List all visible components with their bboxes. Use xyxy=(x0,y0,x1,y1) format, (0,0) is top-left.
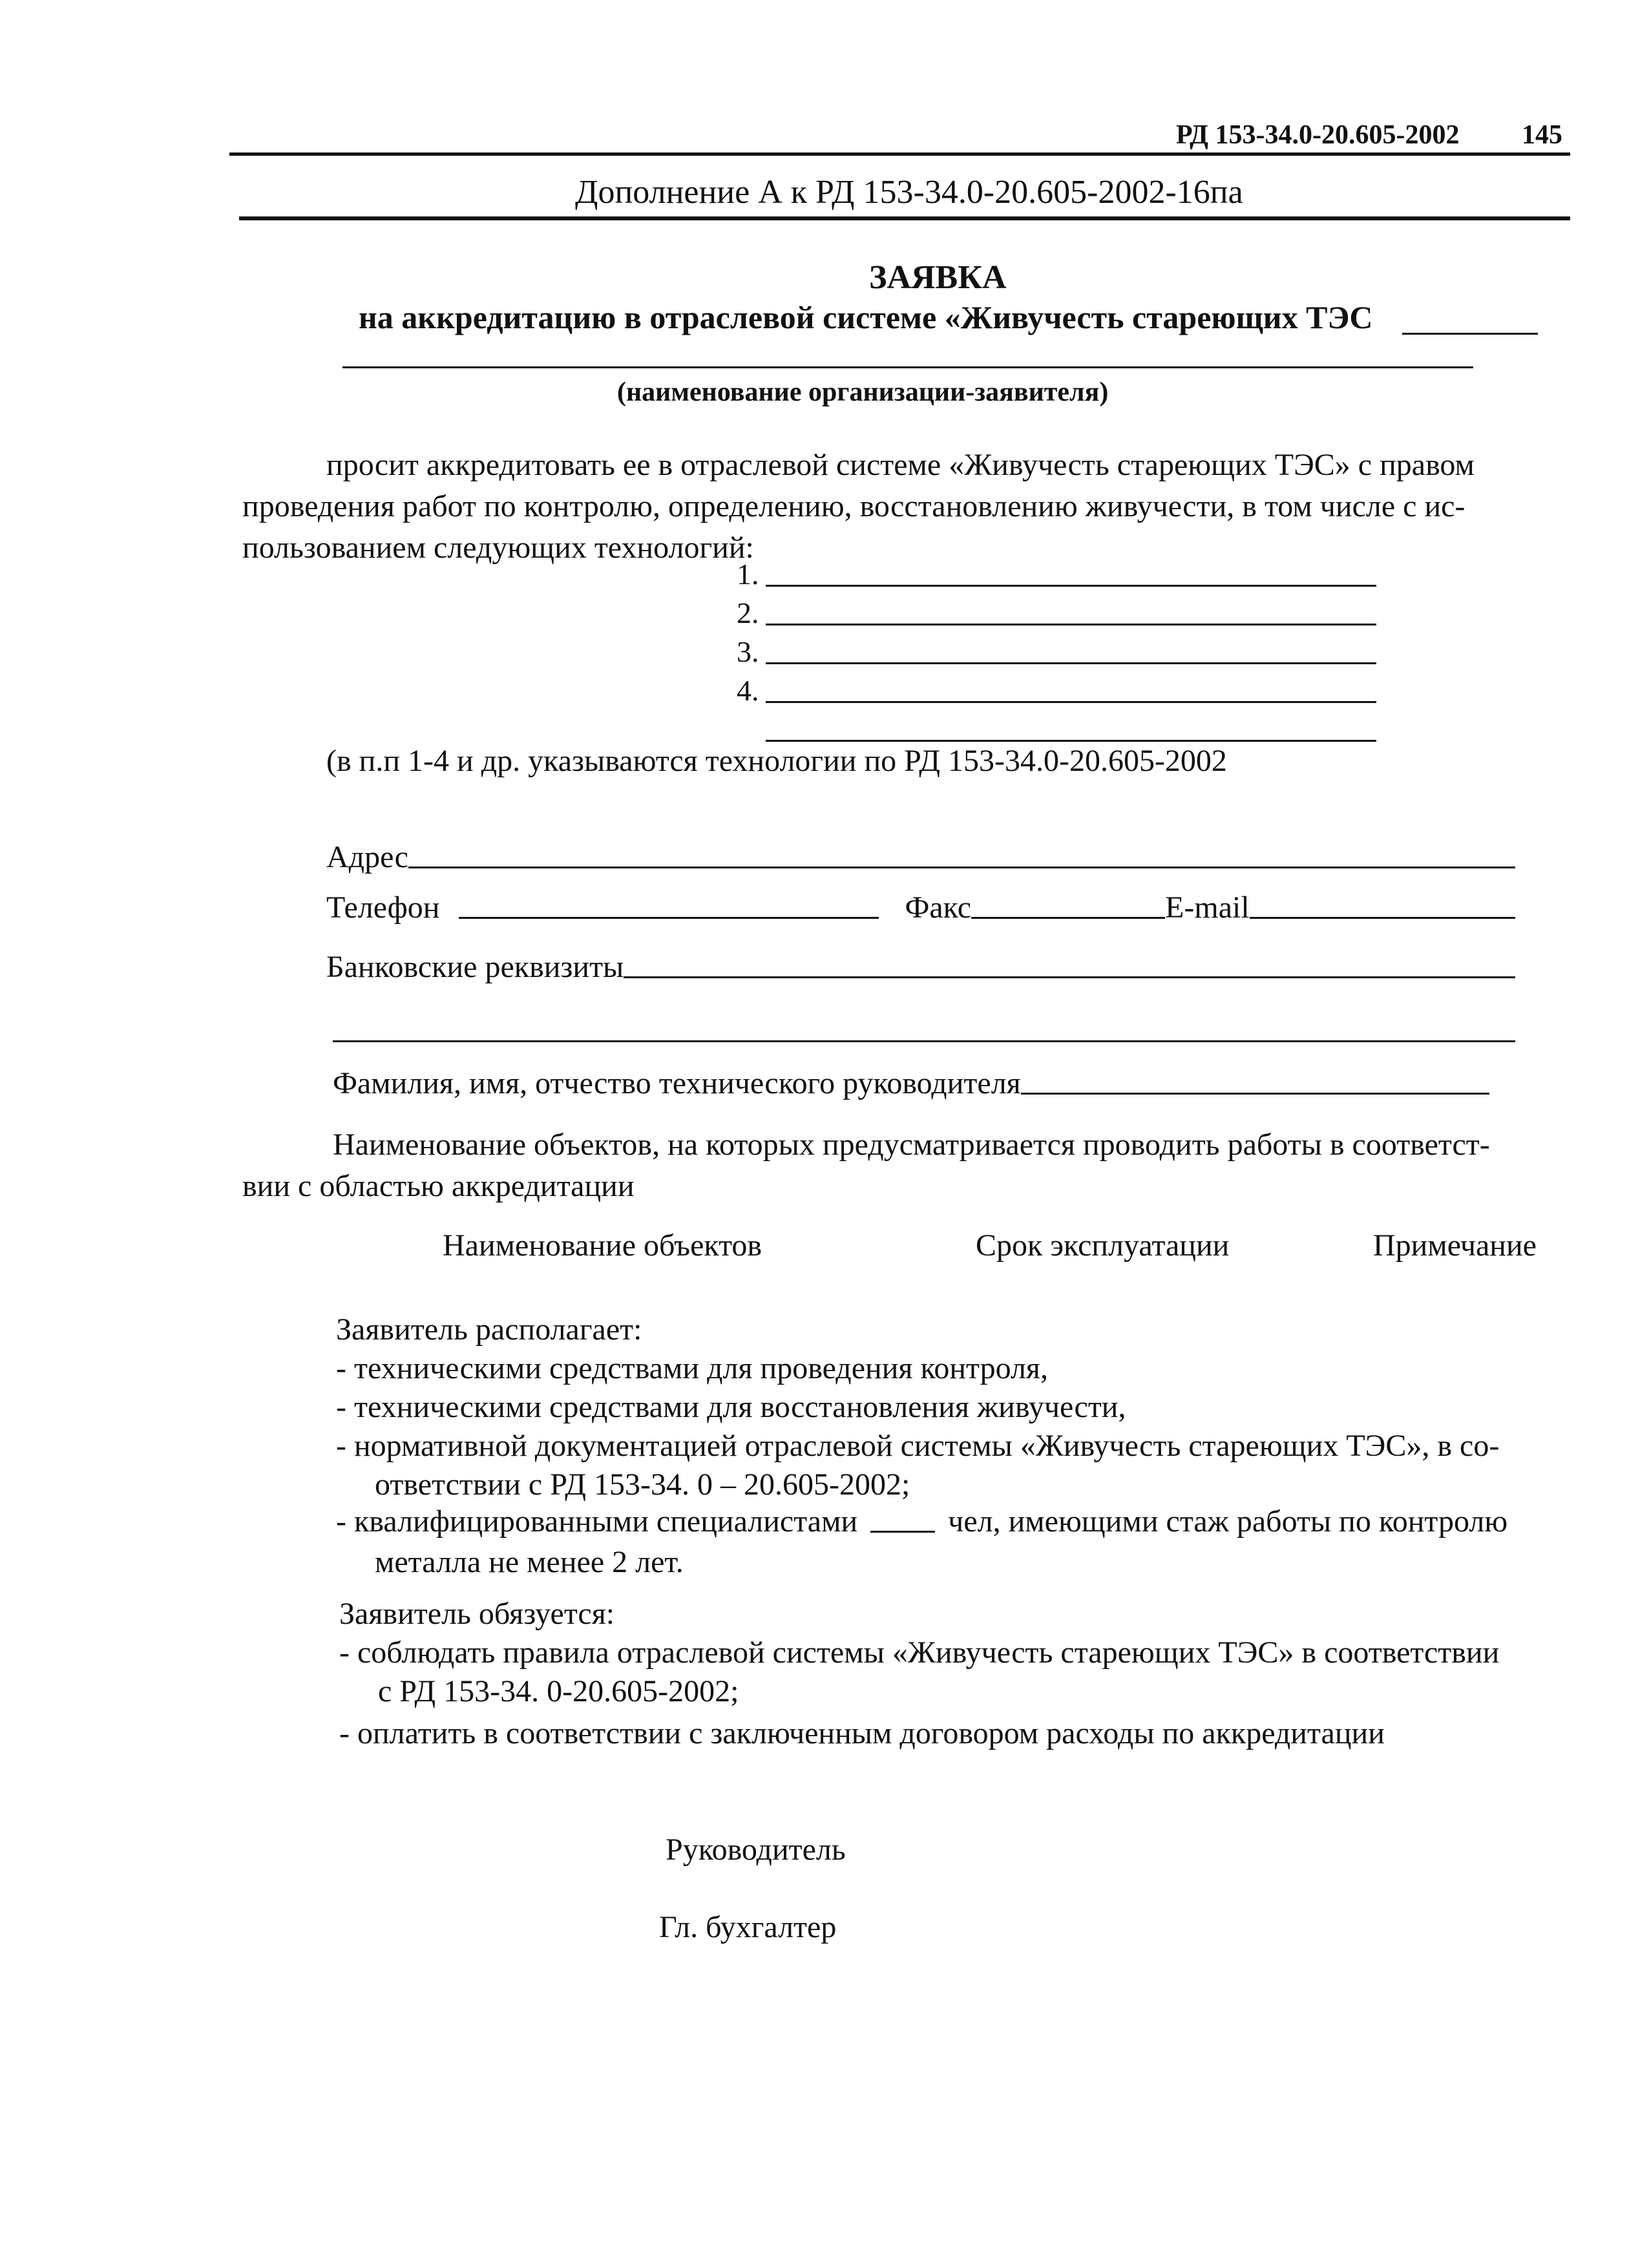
technology-note: (в п.п 1-4 и др. указываются технологии по РД 153-34.0-20.605-2002 xyxy=(326,744,1227,778)
header-rule-top xyxy=(229,152,1570,156)
applicant-obliges-heading: Заявитель обязуется: xyxy=(339,1597,615,1631)
request-line-2: проведения работ по контролю, определению, восстановлению живучести, в том числе с ис- xyxy=(242,489,1465,523)
applicant-has-item-1: - техническими средствами для проведения контроля, xyxy=(336,1351,1049,1385)
applicant-has-heading: Заявитель располагает: xyxy=(336,1312,642,1347)
email-field[interactable] xyxy=(1250,917,1515,919)
address-row xyxy=(326,834,1515,875)
applicant-has-item-4 xyxy=(336,1498,1507,1539)
objects-line-1: Наименование объектов, на которых предусматривается проводить работы в соответст- xyxy=(333,1128,1490,1162)
address-label: Адрес xyxy=(326,840,408,874)
bank-details-label: Банковские реквизиты xyxy=(326,950,624,984)
specialists-text: - квалифицированными специалистами xyxy=(336,1504,858,1538)
tech-number-3: 3. xyxy=(737,635,759,668)
organization-caption: (наименование организации-заявителя) xyxy=(617,377,1109,407)
column-operation-term: Срок эксплуатации xyxy=(976,1228,1230,1263)
column-note: Примечание xyxy=(1373,1228,1537,1263)
tech-number-4: 4. xyxy=(737,674,759,707)
tech-number-1: 1. xyxy=(737,558,759,591)
applicant-has-item-4-cont: металла не менее 2 лет. xyxy=(375,1545,684,1579)
applicant-has-item-3-cont: ответствии с РД 153-34. 0 – 20.605-2002; xyxy=(375,1467,910,1502)
document-code: РД 153-34.0-20.605-2002 xyxy=(1176,120,1460,150)
bank-details-field[interactable] xyxy=(624,976,1515,978)
fax-label: Факс xyxy=(905,890,972,925)
fax-field[interactable] xyxy=(971,917,1165,919)
tech-field-1[interactable] xyxy=(766,585,1376,587)
director-row xyxy=(333,1060,1489,1101)
phone-field[interactable] xyxy=(459,917,879,919)
bank-details-field-2[interactable] xyxy=(333,1040,1515,1042)
request-line-1: просит аккредитовать ее в отраслевой системе «Живучесть стареющих ТЭС» с правом xyxy=(326,448,1475,482)
specialists-count-field[interactable] xyxy=(870,1531,935,1533)
application-title: ЗАЯВКА xyxy=(869,259,1007,296)
director-name-field[interactable] xyxy=(1021,1093,1489,1095)
page-number: 145 xyxy=(1522,120,1562,150)
tech-field-2[interactable] xyxy=(766,624,1376,625)
tech-number-2: 2. xyxy=(737,596,759,629)
phone-row xyxy=(326,884,1515,925)
signature-accountant-label: Гл. бухгалтер xyxy=(659,1910,837,1944)
tech-field-4[interactable] xyxy=(766,701,1376,703)
tech-field-extra[interactable] xyxy=(766,740,1376,742)
bank-row xyxy=(326,943,1515,985)
objects-line-2: вии с областью аккредитации xyxy=(242,1169,635,1203)
applicant-has-item-3: - нормативной документацией отраслевой системы «Живучесть стареющих ТЭС», в со- xyxy=(336,1429,1500,1463)
applicant-obliges-item-2: - оплатить в соответствии с заключенным договором расходы по аккредитации xyxy=(339,1716,1385,1750)
specialists-text-after: чел, имеющими стаж работы по контролю xyxy=(948,1504,1508,1538)
phone-label: Телефон xyxy=(326,890,440,925)
applicant-has-item-2: - техническими средствами для восстановления живучести, xyxy=(336,1390,1126,1424)
column-object-name: Наименование объектов xyxy=(443,1228,762,1263)
applicant-obliges-item-1: - соблюдать правила отраслевой системы «Живучесть стареющих ТЭС» в соответствии xyxy=(339,1635,1500,1670)
application-subtitle: на аккредитацию в отраслевой системе «Живучесть стареющих ТЭС xyxy=(359,299,1373,335)
tech-field-3[interactable] xyxy=(766,662,1376,664)
signature-head-label: Руководитель xyxy=(666,1832,846,1867)
director-label: Фамилия, имя, отчество технического руководителя xyxy=(333,1066,1021,1100)
organization-name-field[interactable] xyxy=(342,366,1473,368)
system-name-field[interactable] xyxy=(1402,333,1538,335)
applicant-obliges-item-1-cont: с РД 153-34. 0-20.605-2002; xyxy=(378,1674,739,1708)
header-rule-bottom xyxy=(239,216,1570,220)
request-line-3: пользованием следующих технологий: xyxy=(242,530,754,565)
appendix-title: Дополнение А к РД 153-34.0-20.605-2002-16па xyxy=(575,174,1243,211)
email-label: E-mail xyxy=(1165,890,1250,925)
address-field[interactable] xyxy=(408,866,1515,868)
